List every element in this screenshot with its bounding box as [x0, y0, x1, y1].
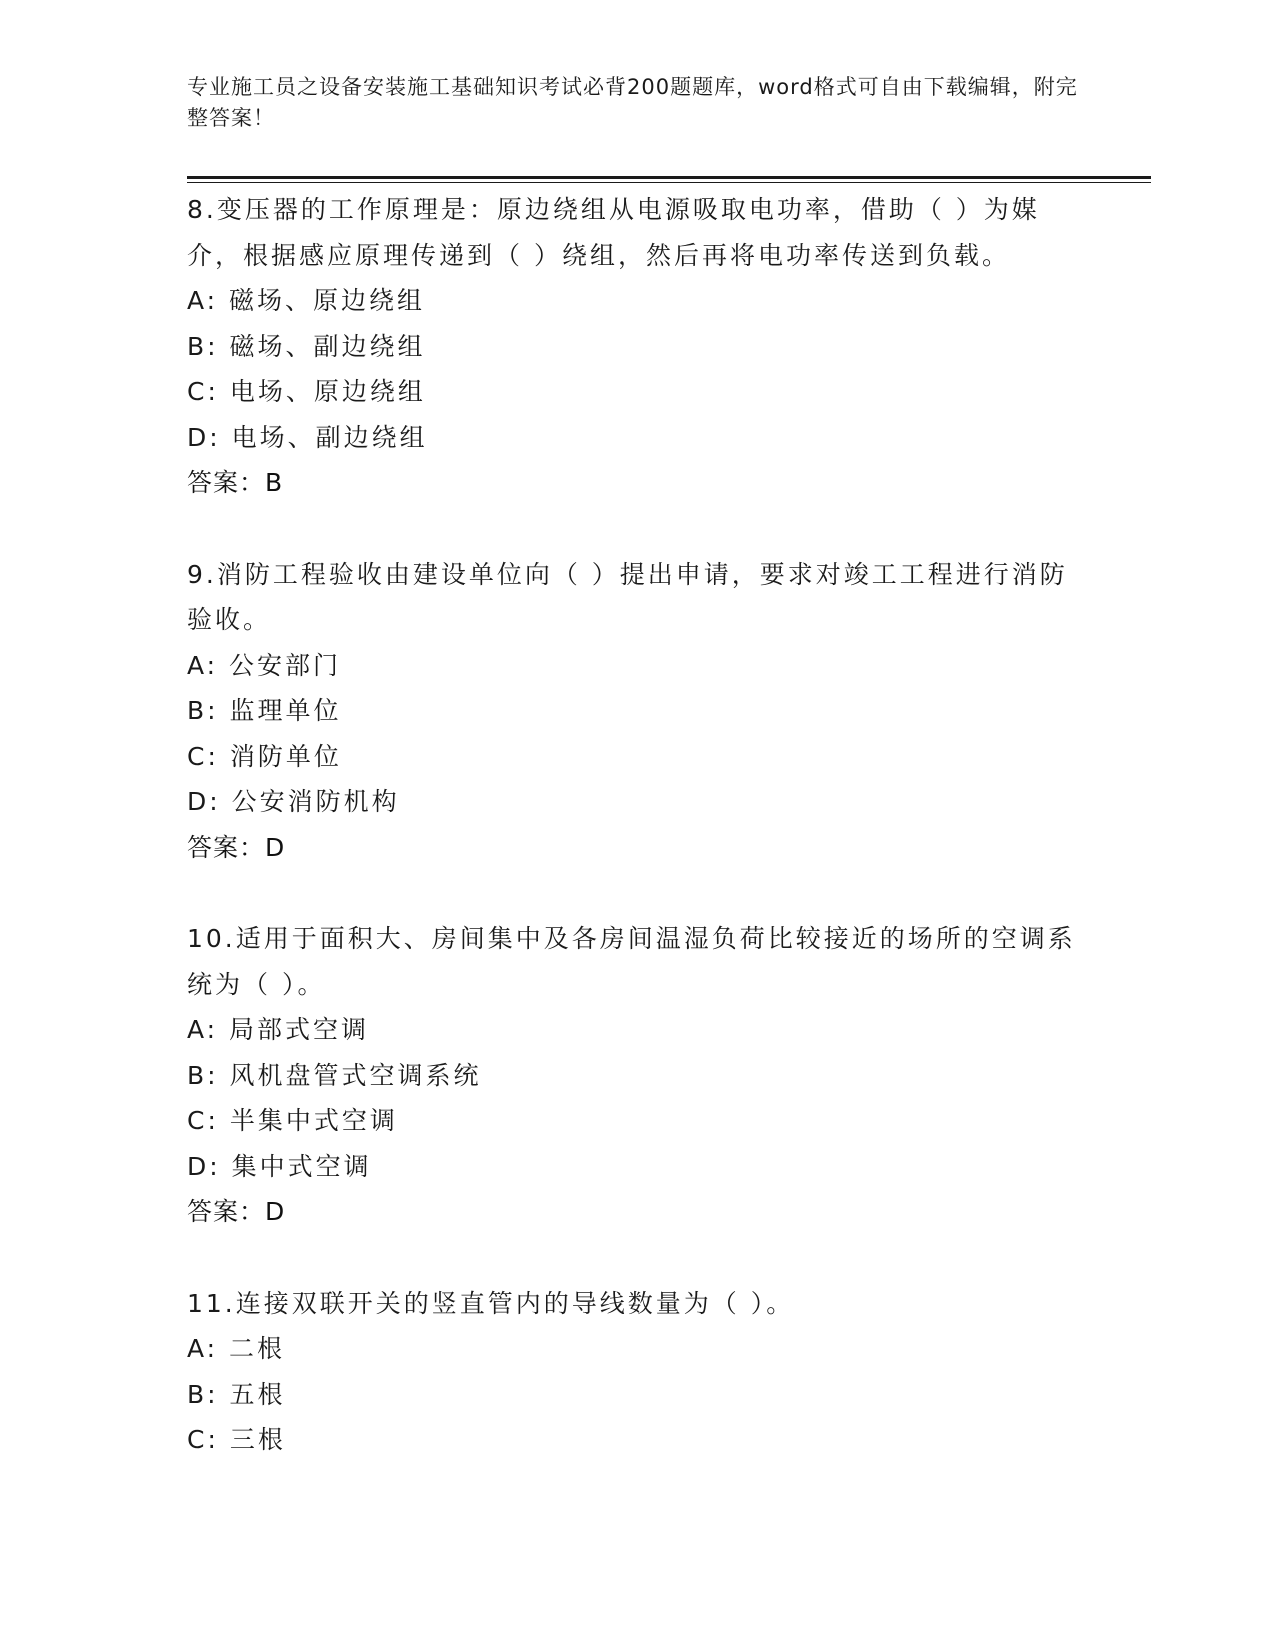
option-c: C: 半集中式空调: [187, 1106, 398, 1135]
question-stem: 9.消防工程验收由建设单位向（ ）提出申请，要求对竣工工程进行消防验收。: [187, 559, 1068, 634]
option-b: B: 五根: [187, 1379, 286, 1409]
option-a: A: 磁场、原边绕组: [187, 286, 426, 315]
option-a: A: 公安部门: [187, 650, 342, 680]
question-list: [187, 187, 1087, 1509]
option-b: B: 风机盘管式空调系统: [187, 1060, 482, 1090]
question-9: [187, 552, 1087, 871]
option-a: A: 局部式空调: [187, 1015, 370, 1044]
option-a: A: 二根: [187, 1334, 286, 1363]
option-c: C: 电场、原边绕组: [187, 377, 426, 406]
option-c: C: 消防单位: [187, 741, 342, 771]
option-c: C: 三根: [187, 1425, 286, 1454]
question-stem: 10.适用于面积大、房间集中及各房间温湿负荷比较接近的场所的空调系统为（ ）。: [187, 924, 1076, 999]
document-header: 专业施工员之设备安装施工基础知识考试必背200题题库，word格式可自由下载编辑，附完整答案！: [187, 75, 1078, 130]
header-divider-thick: [187, 176, 1151, 179]
question-stem: 8.变压器的工作原理是：原边绕组从电源吸取电功率，借助（ ）为媒介，根据感应原理传递到（ ）绕组，然后再将电功率传送到负载。: [187, 195, 1040, 270]
header-divider-thin: [187, 182, 1151, 183]
option-d: D: 集中式空调: [187, 1151, 372, 1181]
option-d: D: 电场、副边绕组: [187, 422, 428, 452]
answer: 答案：B: [187, 468, 284, 497]
question-10: [187, 916, 1087, 1235]
question-8: [187, 187, 1087, 506]
question-stem: 11.连接双联开关的竖直管内的导线数量为（ ）。: [187, 1288, 795, 1318]
option-d: D: 公安消防机构: [187, 787, 400, 816]
option-b: B: 磁场、副边绕组: [187, 331, 426, 361]
question-11: [187, 1281, 1087, 1463]
option-b: B: 监理单位: [187, 696, 342, 725]
answer: 答案：D: [187, 1197, 286, 1226]
answer: 答案：D: [187, 832, 286, 862]
